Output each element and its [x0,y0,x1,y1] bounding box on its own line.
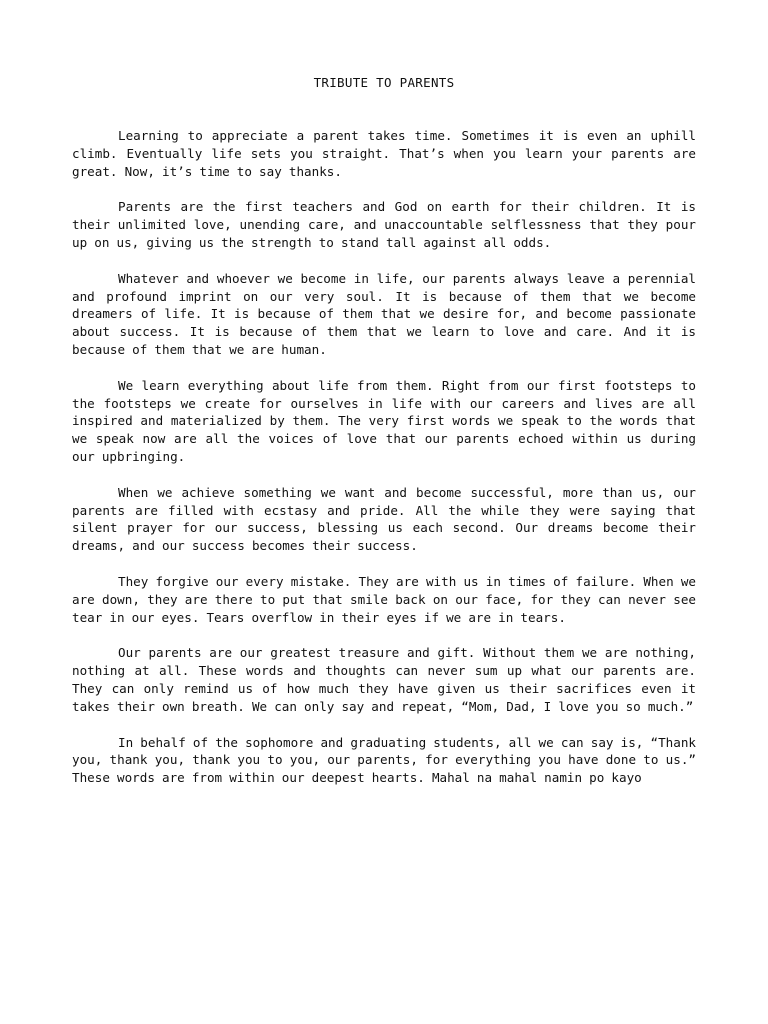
paragraph-6: They forgive our every mistake. They are with us in times of failure. When we are down, they are there to put that smile back on our face, for they can never see tear in our eyes. Tears overflow in their eyes if we are in tears. [72,573,696,625]
paragraph-4: We learn everything about life from them. Right from our first footsteps to the footsteps we create for ourselves in life with our careers and lives are all inspired and materialized by them. The very first words we speak to the words that we speak now are all the voices of love that our parents echoed within us during our upbringing. [72,377,696,464]
document-title: TRIBUTE TO PARENTS [313,75,455,90]
paragraph-3: Whatever and whoever we become in life, our parents always leave a perennial and profound imprint on our very soul. It is because of them that we become dreamers of life. It is because of them that we desire for, and become passionate about success. It is because of them that we learn to love and care. And it is because of them that we are human. [72,270,696,357]
paragraph-8: In behalf of the sophomore and graduating students, all we can say is, “Thank you, thank you, thank you to you, our parents, for everything you have done to us.” These words are from within our deepest hearts. Mahal na mahal namin po kayo [72,734,696,786]
paragraph-7: Our parents are our greatest treasure and gift. Without them we are nothing, nothing at all. These words and thoughts can never sum up what our parents are. They can only remind us of how much they have given us their sacrifices even it takes their own breath. We can only say and repeat, “Mom, Dad, I love you so much.” [72,645,696,714]
paragraph-2: Parents are the first teachers and God on earth for their children. It is their unlimited love, unending care, and unaccountable selflessness that they pour up on us, giving us the strength to stand tall against all odds. [72,199,696,250]
paragraph-5: When we achieve something we want and become successful, more than us, our parents are filled with ecstasy and pride. All the while they were saying that silent prayer for our success, blessing us each second. Our dreams become their dreams, and our success becomes their success. [72,484,696,554]
paragraph-1: Learning to appreciate a parent takes time. Sometimes it is even an uphill climb. Eventually life sets you straight. That’s when you learn your parents are great. Now, it’s time to say thanks. [72,128,696,179]
document-body [72,127,696,805]
